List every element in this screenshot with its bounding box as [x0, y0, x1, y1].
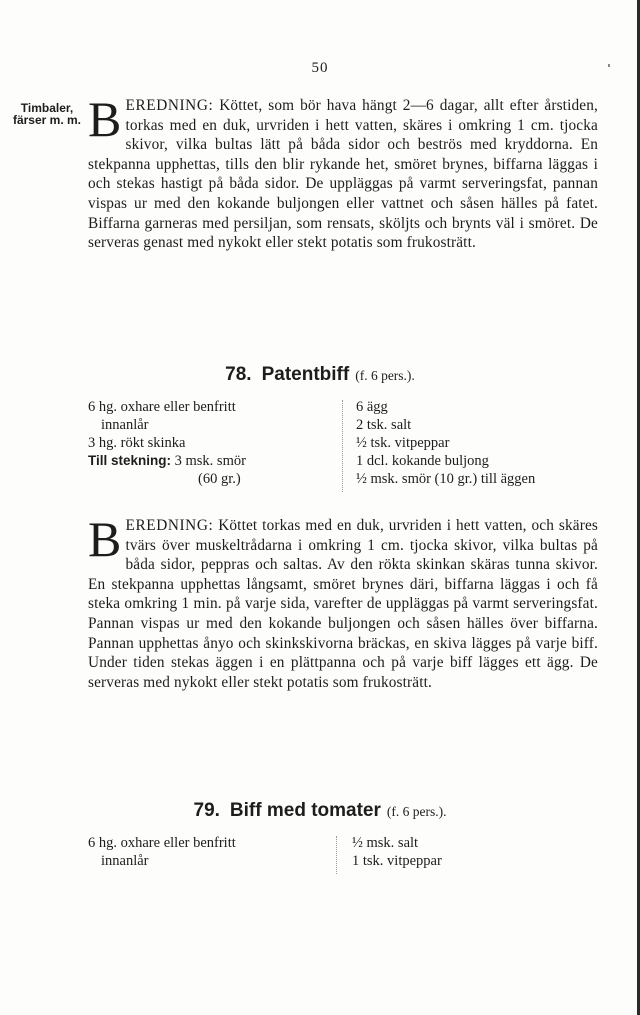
ingredient: ½ msk. salt	[352, 835, 419, 851]
ingredient: 3 hg. rökt skinka	[88, 435, 186, 451]
intro-lead: EREDNING:	[125, 97, 214, 114]
ingredient: 1 dcl. kokande buljong	[356, 453, 489, 469]
margin-note	[10, 102, 84, 126]
ingredient-divider	[342, 400, 343, 492]
ingredient: ½ tsk. vitpeppar	[356, 435, 450, 451]
margin-note-line-1: Timbaler,	[20, 101, 74, 115]
stekning-label: Till stekning:	[88, 453, 172, 468]
intro-paragraph	[88, 91, 598, 253]
recipe-79-ingredients-left	[88, 834, 338, 870]
recipe-78-title	[0, 364, 640, 386]
recipe-78-lead: EREDNING:	[125, 517, 214, 534]
recipe-79-name: Biff med tomater	[229, 800, 381, 821]
stekning-value: 3 msk. smör	[171, 453, 246, 469]
recipe-78-ingredients-left	[88, 398, 338, 488]
recipe-78-number: 78.	[225, 364, 252, 385]
recipe-78-method-text: Köttet torkas med en duk, urvriden i hett vatten, och skäres tvärs över muskeltrådarna i omkring 1 cm. tjocka skivor, vilka bultas på båda sidor, peppras och saltas. Av den rökta skinkan skäras tunna skivor. En stekpanna upphettas långsamt, smöret brynes däri, biffarna läggas i och få steka omkring 1 min. på varje sida, varefter de uppläggas på varmt serveringsfat. Pannan vispas ur med den kokande buljongen och såsen hälles över biffarna. Pannan upphettas ånyo och skinkskivorna bräckas, en skiva lägges på varje biff. Under tiden stekas äggen i en plättpanna och på varje biff lägges ett ägg. De serveras med nykokt eller stekt potatis som frukosträtt.	[88, 517, 598, 691]
recipe-78-ingredients-right	[356, 398, 606, 488]
ingredient: 2 tsk. salt	[356, 417, 412, 433]
recipe-79-number: 79.	[193, 800, 220, 821]
ingredient: 6 hg. oxhare eller benfritt	[88, 835, 236, 851]
ingredient: innanlår	[101, 853, 149, 869]
recipe-78-servings: (f. 6 pers.).	[355, 368, 415, 383]
ingredient: 1 tsk. vitpeppar	[352, 853, 442, 869]
recipe-78-name: Patentbiff	[261, 364, 350, 385]
recipe-79-ingredients-right	[352, 834, 602, 870]
recipe-79-servings: (f. 6 pers.).	[386, 804, 447, 819]
margin-note-line-2: färser m. m.	[12, 113, 82, 127]
ingredient: ½ msk. smör (10 gr.) till äggen	[356, 471, 536, 487]
intro-text: Köttet, som bör hava hängt 2—6 dagar, allt efter årstiden, torkas med en duk, urvriden i hett vatten, skäres i omkring 1 cm. tjocka skivor, vilka bultas lätt på båda sidor och beströs med kryddorna. En stekpanna upphettas, tills den blir rykande het, smöret brynes, biffarna läggas i och stekas hastigt på båda sidor. De uppläggas på varmt serveringsfat, pannan vispas ur med den kokande buljongen eller vattnet och såsen hälles på fatet. Biffarna garneras med persiljan, som rensats, sköljts och brynts väl i smöret. De serveras genast med nykokt eller stekt potatis som frukosträtt.	[88, 97, 598, 252]
ingredient: 6 ägg	[356, 399, 388, 415]
ingredient: 6 hg. oxhare eller benfritt	[88, 399, 236, 415]
recipe-78-dropcap: B	[88, 511, 122, 567]
recipe-79-title	[0, 800, 640, 822]
intro-dropcap: B	[88, 91, 122, 147]
recipe-78-method	[88, 511, 598, 692]
page-number: 50	[311, 60, 329, 76]
ingredient: innanlår	[101, 417, 149, 433]
stekning-value-2: (60 gr.)	[198, 471, 241, 487]
ingredient-divider	[336, 836, 337, 874]
